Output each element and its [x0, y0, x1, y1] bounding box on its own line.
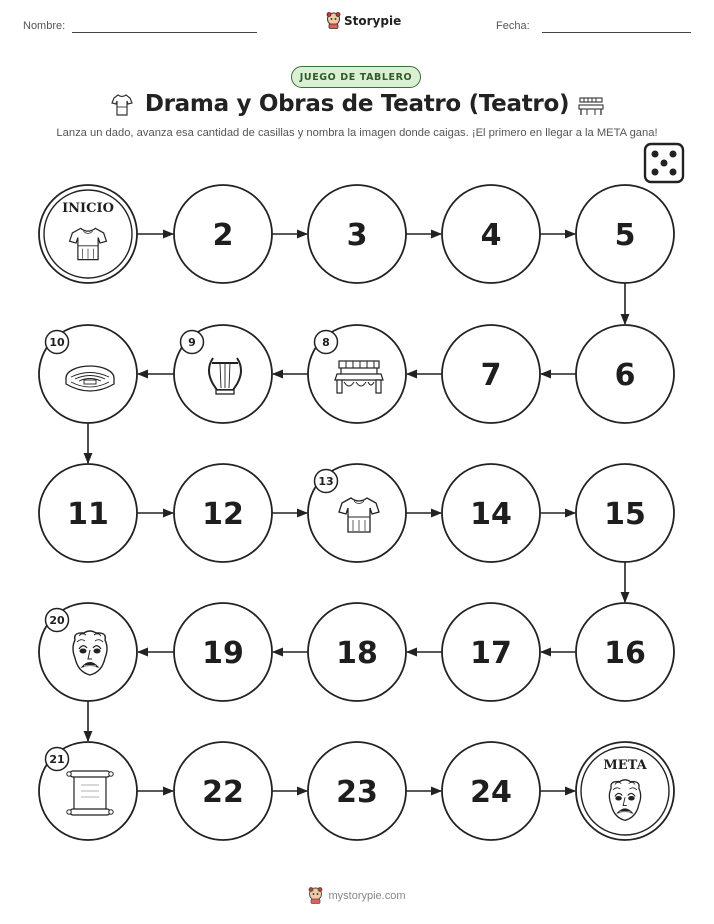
- footer-url: mystorypie.com: [328, 889, 406, 902]
- space-number: 17: [470, 636, 512, 671]
- board-space-5: [576, 185, 674, 283]
- space-number: 13: [318, 475, 334, 488]
- space-number: 11: [67, 497, 109, 532]
- board-space-14: [442, 464, 540, 562]
- start-label: INICIO: [62, 201, 114, 216]
- storypie-mascot-icon: [308, 887, 323, 904]
- board-space-24: [442, 742, 540, 840]
- finish-label: META: [603, 758, 647, 773]
- brand-name: Storypie: [344, 13, 402, 28]
- board-space-21: [39, 742, 137, 840]
- finish-space: [576, 742, 674, 840]
- board-space-2: [174, 185, 272, 283]
- board-space-18: [308, 603, 406, 701]
- start-space: [39, 185, 137, 283]
- space-number: 6: [614, 358, 636, 393]
- board-space-12: [174, 464, 272, 562]
- game-type-badge: JUEGO DE TABLERO: [291, 66, 421, 88]
- board-space-7: [442, 325, 540, 423]
- board-space-11: [39, 464, 137, 562]
- board-space-8: [308, 325, 406, 423]
- space-number: 8: [322, 336, 330, 349]
- space-number: 16: [604, 636, 646, 671]
- space-number: 15: [604, 497, 646, 532]
- space-number: 18: [336, 636, 378, 671]
- board-space-23: [308, 742, 406, 840]
- space-number: 4: [480, 218, 502, 253]
- board-space-17: [442, 603, 540, 701]
- space-number: 23: [336, 775, 378, 810]
- board-space-20: [39, 603, 137, 701]
- board-space-15: [576, 464, 674, 562]
- space-number: 19: [202, 636, 244, 671]
- board-cells: [39, 185, 674, 840]
- space-number: 22: [202, 775, 244, 810]
- page-title: Drama y Obras de Teatro (Teatro): [144, 91, 570, 117]
- space-number: 9: [188, 336, 196, 349]
- date-label: Fecha:: [496, 20, 530, 32]
- space-number: 24: [470, 775, 512, 810]
- amphitheater-icon: [66, 366, 114, 391]
- space-number: 3: [346, 218, 368, 253]
- footer: [0, 887, 714, 904]
- space-number: 10: [49, 336, 65, 349]
- board-space-3: [308, 185, 406, 283]
- name-label: Nombre:: [23, 20, 66, 32]
- space-number: 20: [49, 614, 65, 627]
- space-number: 14: [470, 497, 512, 532]
- board-space-16: [576, 603, 674, 701]
- scroll-icon: [67, 771, 113, 815]
- space-number: 2: [212, 218, 234, 253]
- space-number: 21: [49, 753, 65, 766]
- board-space-10: [39, 325, 137, 423]
- board-space-19: [174, 603, 272, 701]
- board-space-9: [174, 325, 272, 423]
- board-space-13: [308, 464, 406, 562]
- space-number: 5: [614, 218, 636, 253]
- instructions: Lanza un dado, avanza esa cantidad de casillas y nombra la imagen donde caigas. ¡El primero en llegar a la META gana!: [56, 127, 658, 139]
- board-space-6: [576, 325, 674, 423]
- space-number: 7: [480, 358, 502, 393]
- space-number: 12: [202, 497, 244, 532]
- board-space-4: [442, 185, 540, 283]
- board-space-22: [174, 742, 272, 840]
